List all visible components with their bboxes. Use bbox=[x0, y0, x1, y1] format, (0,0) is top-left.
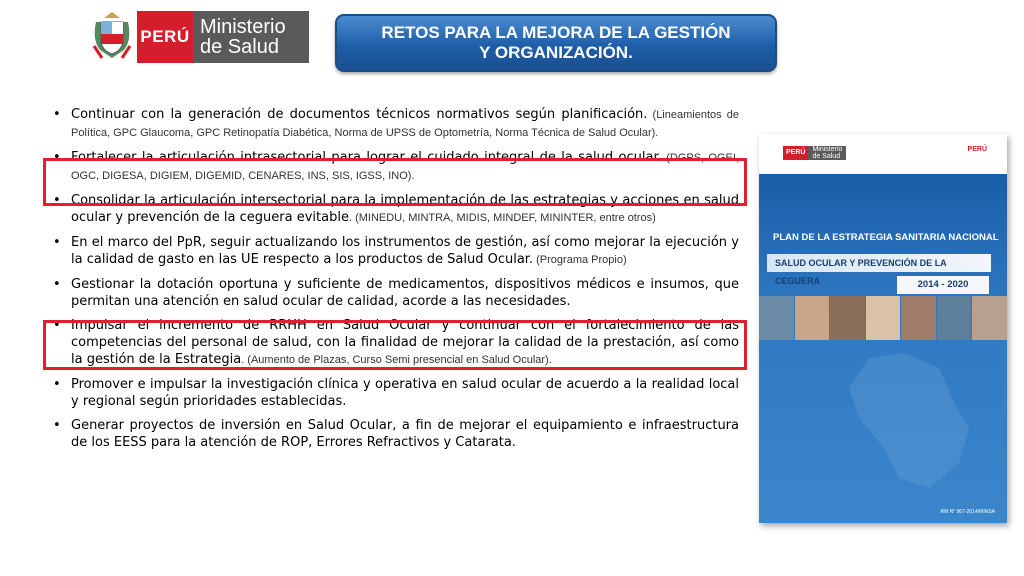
cover-photo bbox=[972, 296, 1007, 340]
cover-peru-label: PERÚ bbox=[783, 146, 808, 160]
item-note: (Programa Propio) bbox=[533, 254, 627, 266]
item-note: . (DGPS, OGEI, OGC, DIGESA, DIGIEM, DIGEMID, CENARES, INS, SIS, IGSS, INO). bbox=[71, 152, 739, 182]
cover-photo bbox=[901, 296, 936, 340]
cover-photo bbox=[759, 296, 794, 340]
cover-ministry-logo bbox=[783, 146, 846, 160]
item-main-text: Gestionar la dotación oportuna y suficiente de medicamentos, dispositivos médicos e insumos, que permitan una atención en salud ocular de calidad, acorde a las necesidades. bbox=[71, 277, 739, 309]
ministry-line2: de Salud bbox=[200, 36, 279, 58]
ministry-logo bbox=[193, 11, 309, 63]
list-item bbox=[50, 376, 739, 410]
item-note: (Lineamientos de Política, GPC Glaucoma, GPC Retinopatía Diabética, Norma de UPSS de Optometría, Norma Técnica de Salud Ocular). bbox=[71, 109, 739, 139]
item-main-text: Promover e impulsar la investigación clínica y operativa en salud ocular de acuerdo a la realidad local y regional según prioridades establecidas. bbox=[71, 377, 739, 409]
list-item bbox=[50, 234, 739, 269]
ministry-line1: Ministerio bbox=[200, 16, 286, 38]
cover-photo bbox=[830, 296, 865, 340]
item-note: . (Aumento de Plazas, Curso Semi presencial en Salud Ocular). bbox=[241, 354, 552, 366]
slide-title-line1: RETOS PARA LA MEJORA DE LA GESTIÓN bbox=[381, 23, 731, 42]
coat-of-arms-icon bbox=[90, 10, 134, 62]
item-main-text: En el marco del PpR, seguir actualizando los instrumentos de gestión, así como mejorar la ejecución y la calidad de gasto en las UE respecto a los productos de Salud Ocular. bbox=[71, 235, 739, 267]
item-note: . (MINEDU, MINTRA, MIDIS, MINDEF, MININTER, entre otros) bbox=[348, 212, 656, 224]
list-item bbox=[50, 276, 739, 310]
item-main-text: Continuar con la generación de documentos técnicos normativos según planificación. bbox=[71, 107, 648, 122]
item-main-text: Impulsar el incremento de RRHH en Salud Ocular y continuar con el fortalecimiento de las competencias del personal de salud, con la finalidad de mejorar la calidad de la prestación, así como la gestión de la Estrategia bbox=[71, 318, 739, 367]
highlight-box-medicamentos bbox=[43, 320, 747, 370]
cover-title: PLAN DE LA ESTRATEGIA SANITARIA NACIONAL bbox=[773, 232, 999, 243]
cover-photo bbox=[866, 296, 901, 340]
cover-photo-strip bbox=[759, 296, 1007, 340]
item-main-text: Fortalecer la articulación intrasectorial para lograr el cuidado integral de la salud ocular bbox=[71, 150, 659, 165]
strategy-plan-cover bbox=[759, 134, 1007, 523]
slide-title-line2: Y ORGANIZACIÓN. bbox=[479, 43, 633, 62]
cover-peru-brand: PERÚ bbox=[967, 146, 987, 153]
cover-photo bbox=[795, 296, 830, 340]
peru-map-icon bbox=[829, 348, 989, 498]
cover-ministry-text: Ministerio de Salud bbox=[808, 146, 846, 160]
cover-years: 2014 - 2020 bbox=[897, 276, 989, 294]
list-item bbox=[50, 417, 739, 451]
peru-logo: PERÚ bbox=[137, 11, 193, 63]
item-main-text: Consolidar la articulación intersectorial para la implementación de las estrategias y acciones en salud ocular y prevención de la ceguera evitable bbox=[71, 193, 739, 225]
list-item bbox=[50, 106, 739, 142]
cover-resolution-number: RM N° 907-2014/MINSA bbox=[940, 509, 995, 515]
cover-subtitle: SALUD OCULAR Y PREVENCIÓN DE LA CEGUERA bbox=[767, 254, 991, 272]
cover-photo bbox=[937, 296, 972, 340]
highlight-box-intrasectorial bbox=[43, 158, 747, 206]
item-main-text: Generar proyectos de inversión en Salud Ocular, a fin de mejorar el equipamiento e infraestructura de los EESS para la atención de ROP, Errores Refractivos y Catarata. bbox=[71, 418, 739, 450]
slide-title bbox=[335, 14, 777, 72]
